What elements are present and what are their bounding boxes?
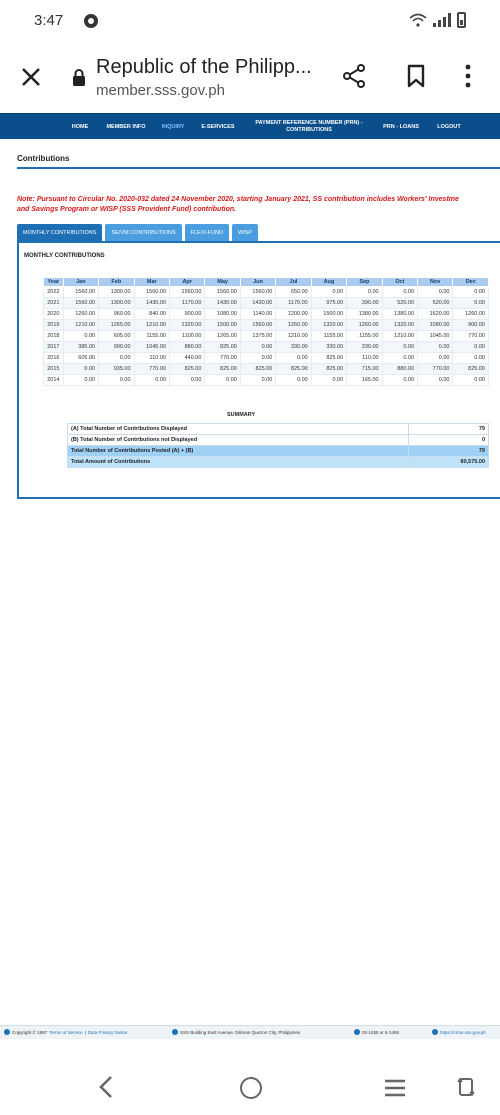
messenger-icon	[84, 14, 98, 28]
contribution-cell: 1430.00	[134, 298, 169, 309]
contribution-cell: 825.00	[276, 364, 311, 375]
contribution-cell: 0.00	[418, 353, 453, 364]
contribution-cell: 1260.00	[453, 309, 489, 320]
share-icon[interactable]	[342, 64, 366, 88]
column-header-jan: Jan	[63, 278, 98, 287]
summary-value: 79	[409, 424, 489, 435]
table-row	[44, 287, 489, 298]
contribution-cell: 0.00	[240, 342, 275, 353]
contribution-cell: 605.00	[63, 353, 98, 364]
contribution-cell: 0.00	[276, 353, 311, 364]
copyright-icon	[4, 1029, 10, 1035]
section-title: Contributions	[17, 154, 70, 163]
contribution-cell: 520.00	[382, 298, 417, 309]
page-url[interactable]: member.sss.gov.ph	[96, 82, 225, 99]
contribution-cell: 1560.00	[240, 287, 275, 298]
contribution-cell: 390.00	[347, 298, 382, 309]
contribution-cell: 1260.00	[63, 309, 98, 320]
nav-prn-contributions[interactable]: PAYMENT REFERENCE NUMBER (PRN) - CONTRIBUTIONS	[255, 120, 363, 133]
contribution-cell: 1210.00	[63, 320, 98, 331]
year-cell: 2020	[44, 309, 64, 320]
contribution-cell: 825.00	[311, 353, 346, 364]
summary-label: Total Number of Contributions Posted (A) + (B)	[68, 446, 409, 457]
contribution-cell: 840.00	[134, 309, 169, 320]
contribution-cell: 0.00	[453, 287, 489, 298]
back-icon[interactable]	[98, 1075, 114, 1099]
contribution-cell: 0.00	[453, 342, 489, 353]
contribution-cell: 1560.00	[240, 320, 275, 331]
table-body	[44, 287, 489, 386]
contribution-cell: 330.00	[347, 342, 382, 353]
contribution-cell: 110.00	[347, 353, 382, 364]
contribution-cell: 330.00	[311, 342, 346, 353]
wifi-icon	[409, 13, 427, 27]
status-bar	[0, 0, 500, 42]
contribution-cell: 0.00	[240, 375, 275, 386]
column-header-oct: Oct	[382, 278, 417, 287]
contribution-cell: 825.00	[453, 364, 489, 375]
contributions-table	[43, 277, 489, 386]
contribution-cell: 0.00	[418, 375, 453, 386]
column-header-mar: Mar	[134, 278, 169, 287]
location-icon	[172, 1029, 178, 1035]
summary-label: (B) Total Number of Contributions not Displayed	[68, 435, 409, 446]
contribution-cell: 0.00	[418, 287, 453, 298]
year-cell: 2017	[44, 342, 64, 353]
circular-note-line1: Note: Pursuant to Circular No. 2020-032 dated 24 November 2020, starting January 2021, SS contribution includes Workers' Investme	[17, 196, 459, 203]
tab-se-vm-contributions[interactable]: SE/VM CONTRIBUTIONS	[105, 224, 181, 241]
contribution-cell: 1560.00	[134, 287, 169, 298]
contribution-cell: 1170.00	[276, 298, 311, 309]
panel-header: MONTHLY CONTRIBUTIONS	[24, 253, 105, 259]
contribution-cell: 1265.00	[99, 320, 134, 331]
contribution-cell: 385.00	[63, 342, 98, 353]
year-cell: 2014	[44, 375, 64, 386]
summary-row-posted	[68, 446, 489, 457]
table-row	[44, 375, 489, 386]
contribution-cell: 0.00	[311, 287, 346, 298]
contribution-cell: 975.00	[311, 298, 346, 309]
globe-icon	[432, 1029, 438, 1035]
contribution-cell: 1300.00	[99, 298, 134, 309]
status-icons	[409, 12, 466, 28]
column-header-aug: Aug	[311, 278, 346, 287]
contribution-cell: 330.00	[276, 342, 311, 353]
contribution-cell: 770.00	[205, 353, 240, 364]
contribution-cell: 990.00	[99, 342, 134, 353]
contribution-cell: 0.00	[63, 331, 98, 342]
summary-row-total-amount	[68, 457, 489, 468]
contribution-cell: 770.00	[453, 331, 489, 342]
contribution-cell: 0.00	[276, 375, 311, 386]
contribution-cell: 0.00	[347, 287, 382, 298]
column-header-dec: Dec	[453, 278, 489, 287]
contribution-cell: 0.00	[311, 375, 346, 386]
contribution-cell: 1260.00	[347, 320, 382, 331]
contribution-cell: 1210.00	[134, 320, 169, 331]
contribution-cell: 1265.00	[205, 331, 240, 342]
footer-phone	[354, 1029, 399, 1035]
contribution-cell: 0.00	[205, 375, 240, 386]
contribution-cell: 520.00	[418, 298, 453, 309]
table-row	[44, 298, 489, 309]
contribution-cell: 1080.00	[418, 320, 453, 331]
summary-table	[67, 423, 489, 468]
close-icon[interactable]	[20, 66, 42, 88]
summary-value: 79	[409, 446, 489, 457]
summary-row-not-displayed	[68, 435, 489, 446]
contribution-cell: 825.00	[169, 364, 204, 375]
summary-title: SUMMARY	[227, 412, 256, 418]
contribution-cell: 440.00	[169, 353, 204, 364]
contribution-cell: 1080.00	[205, 309, 240, 320]
contribution-cell: 1140.00	[240, 309, 275, 320]
contribution-cell: 1560.00	[169, 287, 204, 298]
nav-logout[interactable]: LOGOUT	[437, 123, 461, 130]
section-divider	[17, 167, 500, 169]
contribution-cell: 0.00	[99, 353, 134, 364]
contribution-cell: 960.00	[99, 309, 134, 320]
contribution-cell: 1430.00	[240, 298, 275, 309]
contribution-cell: 880.00	[382, 364, 417, 375]
contribution-cell: 1620.00	[418, 309, 453, 320]
contribution-cell: 0.00	[134, 375, 169, 386]
contribution-cell: 0.00	[382, 375, 417, 386]
column-header-may: May	[205, 278, 240, 287]
contribution-cell: 1430.00	[205, 298, 240, 309]
summary-value: 80,575.00	[409, 457, 489, 468]
contribution-cell: 1320.00	[382, 320, 417, 331]
tab-flexi-fund[interactable]: FLEXI-FUND	[185, 224, 229, 241]
contribution-cell: 1200.00	[276, 309, 311, 320]
year-cell: 2022	[44, 287, 64, 298]
table-row	[44, 309, 489, 320]
contribution-cell: 1380.00	[382, 309, 417, 320]
contribution-cell: 1320.00	[311, 320, 346, 331]
year-cell: 2021	[44, 298, 64, 309]
contribution-cell: 880.00	[169, 342, 204, 353]
summary-label: Total Amount of Contributions	[68, 457, 409, 468]
contribution-cell: 1300.00	[99, 287, 134, 298]
contribution-cell: 650.00	[276, 287, 311, 298]
contribution-cell: 0.00	[382, 353, 417, 364]
summary-label: (A) Total Number of Contributions Displayed	[68, 424, 409, 435]
contribution-cell: 1560.00	[63, 287, 98, 298]
contribution-cell: 0.00	[99, 375, 134, 386]
contribution-cell: 825.00	[205, 342, 240, 353]
contribution-cell: 1155.00	[134, 331, 169, 342]
status-time: 3:47	[34, 12, 64, 29]
column-header-apr: Apr	[169, 278, 204, 287]
nav-inquiry[interactable]: INQUIRY	[161, 123, 185, 130]
contribution-cell: 0.00	[453, 353, 489, 364]
contribution-cell: 0.00	[453, 298, 489, 309]
contribution-cell: 0.00	[453, 375, 489, 386]
year-cell: 2019	[44, 320, 64, 331]
contribution-cell: 715.00	[347, 364, 382, 375]
contribution-cell: 0.00	[63, 364, 98, 375]
circular-note-line2: and Savings Program or WISP (SSS Provident Fund) contribution.	[17, 206, 237, 213]
table-row	[44, 331, 489, 342]
browser-toolbar	[0, 42, 500, 110]
contribution-cell: 0.00	[418, 342, 453, 353]
rotate-screen-icon[interactable]	[457, 1076, 475, 1098]
contribution-cell: 1260.00	[276, 320, 311, 331]
phone-icon	[354, 1029, 360, 1035]
contribution-cell: 935.00	[99, 364, 134, 375]
contribution-cell: 0.00	[382, 342, 417, 353]
nav-prn-loans[interactable]: PRN - LOANS	[383, 123, 419, 130]
nav-home[interactable]: HOME	[71, 123, 89, 130]
column-header-year: Year	[44, 278, 64, 287]
contribution-cell: 1500.00	[205, 320, 240, 331]
nav-e-services[interactable]: E-SERVICES	[201, 123, 235, 130]
contribution-cell: 1380.00	[347, 309, 382, 320]
contribution-tabs	[17, 224, 258, 241]
contribution-cell: 110.00	[134, 353, 169, 364]
contribution-cell: 1045.00	[134, 342, 169, 353]
signal-icon	[433, 13, 451, 27]
contribution-cell: 825.00	[311, 364, 346, 375]
table-row	[44, 342, 489, 353]
year-cell: 2018	[44, 331, 64, 342]
year-cell: 2016	[44, 353, 64, 364]
site-footer	[0, 1025, 500, 1039]
tab-monthly-contributions[interactable]: MONTHLY CONTRIBUTIONS	[17, 224, 102, 241]
contribution-cell: 1375.00	[240, 331, 275, 342]
contribution-cell: 1320.00	[169, 320, 204, 331]
column-header-nov: Nov	[418, 278, 453, 287]
terms-of-service-link[interactable]: Terms of Service	[49, 1029, 83, 1035]
page-title: Republic of the Philipp...	[96, 56, 312, 78]
contribution-cell: 0.00	[240, 353, 275, 364]
contribution-cell: 770.00	[418, 364, 453, 375]
tab-wisp[interactable]: WISP	[232, 224, 258, 241]
contribution-cell: 0.00	[63, 375, 98, 386]
more-options-icon[interactable]	[464, 64, 472, 88]
table-row	[44, 320, 489, 331]
contribution-cell: 605.00	[99, 331, 134, 342]
home-icon[interactable]	[240, 1077, 262, 1099]
contribution-cell: 1100.00	[169, 331, 204, 342]
contribution-cell: 825.00	[240, 364, 275, 375]
column-header-jul: Jul	[276, 278, 311, 287]
contribution-cell: 825.00	[205, 364, 240, 375]
data-privacy-link[interactable]: Data Privacy Notice	[87, 1029, 128, 1035]
summary-row-displayed	[68, 424, 489, 435]
table-row	[44, 364, 489, 375]
year-cell: 2015	[44, 364, 64, 375]
contribution-cell: 0.00	[382, 287, 417, 298]
bookmark-icon[interactable]	[406, 64, 426, 88]
contribution-cell: 1210.00	[382, 331, 417, 342]
contribution-cell: 0.00	[169, 375, 204, 386]
column-header-jun: Jun	[240, 278, 275, 287]
footer-website-link[interactable]: https://crms.sss.gov.ph	[440, 1029, 486, 1035]
contribution-cell: 900.00	[169, 309, 204, 320]
lock-icon[interactable]	[72, 68, 86, 86]
column-header-feb: Feb	[99, 278, 134, 287]
main-navigation	[0, 113, 500, 139]
recents-icon[interactable]	[384, 1079, 406, 1097]
contribution-cell: 1170.00	[169, 298, 204, 309]
summary-value: 0	[409, 435, 489, 446]
nav-member-info[interactable]: MEMBER INFO	[106, 123, 146, 130]
contribution-cell: 1155.00	[311, 331, 346, 342]
contribution-cell: 165.00	[347, 375, 382, 386]
table-row	[44, 353, 489, 364]
contribution-cell: 1500.00	[311, 309, 346, 320]
contribution-cell: 1560.00	[63, 298, 98, 309]
footer-legal: Copyright © 1997 Terms of Service | Data Privacy Notice	[4, 1029, 127, 1035]
contribution-cell: 1155.00	[347, 331, 382, 342]
contribution-cell: 1210.00	[276, 331, 311, 342]
footer-address	[172, 1029, 300, 1035]
contribution-cell: 900.00	[453, 320, 489, 331]
contribution-cell: 1560.00	[205, 287, 240, 298]
column-header-sep: Sep	[347, 278, 382, 287]
footer-address-text: SSS Building East Avenue, Diliman Quezon City, Philippines	[180, 1029, 301, 1035]
table-header-row	[44, 278, 489, 287]
footer-phone-text: 02-1455 or 8-1455	[362, 1029, 400, 1035]
contribution-cell: 770.00	[134, 364, 169, 375]
battery-icon	[457, 12, 466, 28]
footer-website	[432, 1029, 486, 1035]
contribution-cell: 1045.00	[418, 331, 453, 342]
footer-copyright: Copyright © 1997	[12, 1029, 48, 1035]
android-navigation-bar	[0, 1060, 500, 1115]
monthly-contributions-panel	[17, 241, 500, 499]
